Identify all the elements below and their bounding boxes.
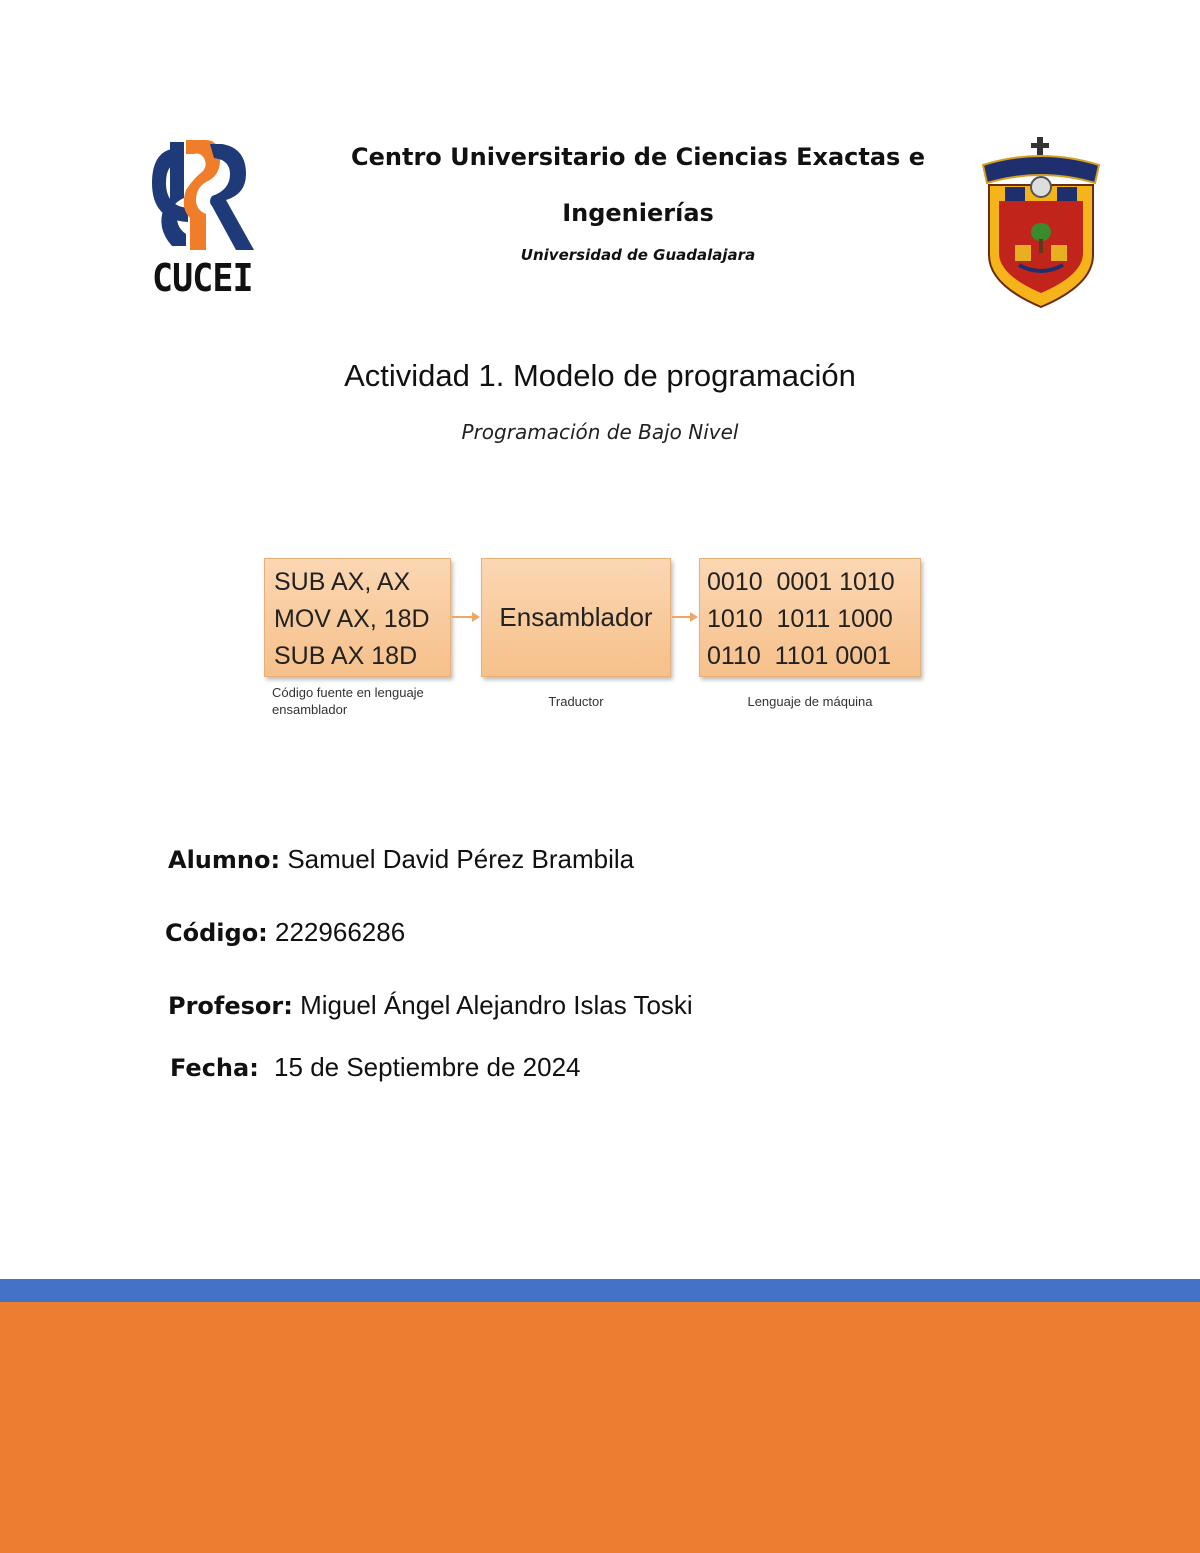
udg-crest-logo — [975, 135, 1107, 310]
source-code-box — [264, 558, 451, 677]
date-field — [170, 1052, 581, 1083]
caption-source — [272, 684, 472, 718]
caption-source-line1: Código fuente en lenguaje — [272, 685, 424, 700]
student-field — [168, 844, 634, 875]
assembler-box — [481, 558, 671, 677]
course-subject: Programación de Bajo Nivel — [461, 420, 739, 444]
institution-name-line1: Centro Universitario de Ciencias Exactas e — [351, 143, 925, 171]
assembler-label: Ensamblador — [499, 602, 653, 632]
institution-name-line2: Ingenierías — [562, 199, 714, 227]
cucei-logo — [150, 138, 255, 300]
code-field — [165, 917, 405, 948]
university-name: Universidad de Guadalajara — [520, 246, 756, 264]
professor-label: Profesor: — [168, 992, 293, 1020]
professor-field — [168, 990, 693, 1021]
caption-translator: Traductor — [548, 694, 604, 709]
machine-code-box — [699, 558, 921, 677]
arrow-right-icon — [452, 616, 478, 618]
source-line: MOV AX, 18D — [274, 605, 430, 633]
date-value: 15 de Septiembre de 2024 — [274, 1052, 581, 1082]
student-value: Samuel David Pérez Brambila — [287, 844, 635, 874]
arrow-right-icon — [672, 616, 696, 618]
source-line: SUB AX, AX — [274, 568, 411, 596]
code-value: 222966286 — [275, 917, 406, 947]
machine-line: 0010 0001 1010 — [707, 568, 895, 596]
machine-line: 1010 1011 1000 — [707, 605, 893, 633]
source-line: SUB AX 18D — [274, 642, 418, 670]
date-label: Fecha: — [170, 1054, 259, 1082]
student-label: Alumno: — [168, 846, 281, 874]
document-title: Actividad 1. Modelo de programación — [344, 358, 856, 393]
caption-source-line2: ensamblador — [272, 702, 348, 717]
cucei-logo-text: CUCEI — [152, 256, 253, 300]
code-label: Código: — [165, 919, 268, 947]
caption-machine: Lenguaje de máquina — [747, 694, 873, 709]
footer-orange-band — [0, 1302, 1200, 1553]
machine-line: 0110 1101 0001 — [707, 642, 891, 670]
footer-blue-band — [0, 1279, 1200, 1302]
professor-value: Miguel Ángel Alejandro Islas Toski — [300, 990, 693, 1020]
